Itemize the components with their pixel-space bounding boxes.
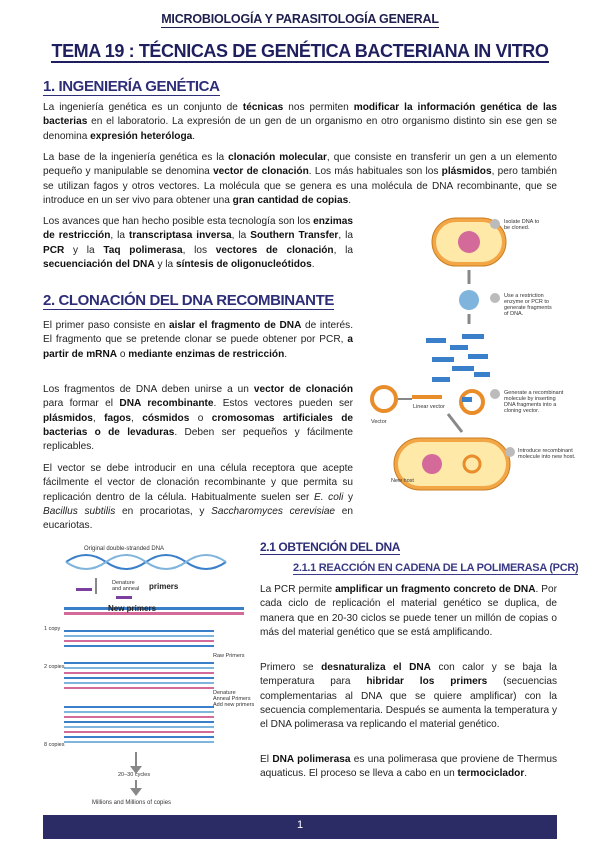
section-heading-2: 2. CLONACIÓN DEL DNA RECOMBINANTE	[43, 292, 334, 309]
paragraph: La PCR permite amplificar un fragmento concreto de DNA. Por cada ciclo de replicación el material genético se duplica, de manera que en 20-30 ciclos se puede tener un millón de copias o más del material genético que se está amplificando.	[260, 584, 557, 638]
paragraph: Los avances que han hecho posible esta tecnología son los enzimas de restricción, la transcriptasa inversa, la Southern Transfer, la PCR y la Taq polimerasa, los vectores de clonación, la secuenciación del DNA y la síntesis de oligonucleótidos.	[43, 216, 353, 270]
pcr-title: Original double-stranded DNA	[84, 546, 165, 552]
denature-label: Denature and anneal	[112, 580, 140, 592]
isolated-dna-icon	[459, 290, 479, 310]
step-1-label: Isolate DNA to be cloned.	[504, 219, 540, 231]
copies-2-label: 2 copies	[44, 664, 65, 670]
millions-label: Millions and Millions of copies	[92, 800, 172, 806]
section-heading-2-1: 2.1 OBTENCIÓN DEL DNA	[260, 540, 401, 554]
paragraph: La ingeniería genética es un conjunto de técnicas nos permiten modificar la información genética de las bacterias en el laboratorio. La expresión de un gen de un organismo en otro organismo distinto sin ese gen se denomina expresión heteróloga.	[43, 102, 557, 142]
dna-fragments	[426, 334, 490, 382]
new-primers-label: New primers	[108, 604, 157, 613]
section-heading-1: 1. INGENIERÍA GENÉTICA	[43, 78, 220, 95]
paragraph: El DNA polimerasa es una polimerasa que proviene de Thermus aquaticus. El proceso se lleva a cabo en un termociclador.	[260, 754, 558, 780]
course-title: MICROBIOLOGÍA Y PARASITOLOGÍA GENERAL	[161, 12, 439, 26]
copies-4	[64, 706, 214, 743]
step-3-label: Generate a recombinant molecule by inserting DNA fragments into a cloning vector.	[504, 390, 564, 414]
raw-primers-label: Raw Primers	[213, 653, 245, 659]
cycles-label: 20–30 cycles	[118, 772, 151, 778]
primers-label: primers	[149, 582, 179, 591]
anneal-label: Denature Anneal Primers Add new primers	[213, 690, 255, 708]
paragraph: El vector se debe introducir en una célula receptora que acepte fácilmente el vector de clonación recombinante y que permita su replicación dentro de la célula. Habitualmente suelen ser E. coli y Bacillus subtilis en procariotas, y Saccharomyces cerevisiae en eucariotas.	[43, 463, 353, 532]
paragraph: El primer paso consiste en aislar el fragmento de DNA de interés. El fragmento que se pretende clonar se puede obtener por PCR, a partir de mRNA o mediante enzimas de restricción.	[43, 320, 354, 360]
linear-vector-label: Linear vector	[413, 404, 445, 410]
paragraph: Los fragmentos de DNA deben unirse a un vector de clonación para formar el DNA recombinante. Estos vectores pueden ser plásmidos, fagos, cósmidos o cromosomas artificiales de bacterias o de levaduras. Deben ser pequeños y fácilmente replicables.	[43, 384, 354, 453]
step-2-label: Use a restriction enzyme or PCR to generate fragments of DNA.	[504, 293, 552, 317]
copies-8-label: 8 copies	[44, 742, 65, 748]
vector-label: Vector	[371, 419, 387, 425]
subsection-heading-pcr: 2.1.1 REACCIÓN EN CADENA DE LA POLIMERASA (PCR)	[293, 562, 579, 574]
new-host-label: New host	[391, 478, 414, 484]
dna-blob-icon	[458, 231, 480, 253]
copies-1-label: 1 copy	[44, 626, 61, 632]
paragraph: Primero se desnaturaliza el DNA con calor y se baja la temperatura para hibridar los primers (secuencias complementarias al DNA que se quiere amplificar) con la secuencia complementaria. Después se aumenta la temperatura y el DNA polimerasa va replicando el material genético.	[260, 662, 558, 731]
page-number: 1	[296, 819, 304, 831]
copies-1	[64, 630, 214, 647]
paragraph: La base de la ingeniería genética es la clonación molecular, que consiste en transferir un gen a un elemento pequeño y manipulable se denomina vector de clonación. Los más habituales son los plásmidos, pero también se utilizan fagos y otros vectores. La molécula que se genera es una molécula de DNA recombinante, que se introduce en un ser vivo para obtener una gran cantidad de copias.	[43, 152, 558, 206]
copies-2	[64, 662, 214, 689]
step-4-label: Introduce recombinant molecule into new host.	[518, 448, 576, 460]
page-title: TEMA 19 : TÉCNICAS DE GENÉTICA BACTERIANA IN VITRO	[51, 41, 549, 61]
vector-plasmid-icon	[372, 387, 396, 411]
